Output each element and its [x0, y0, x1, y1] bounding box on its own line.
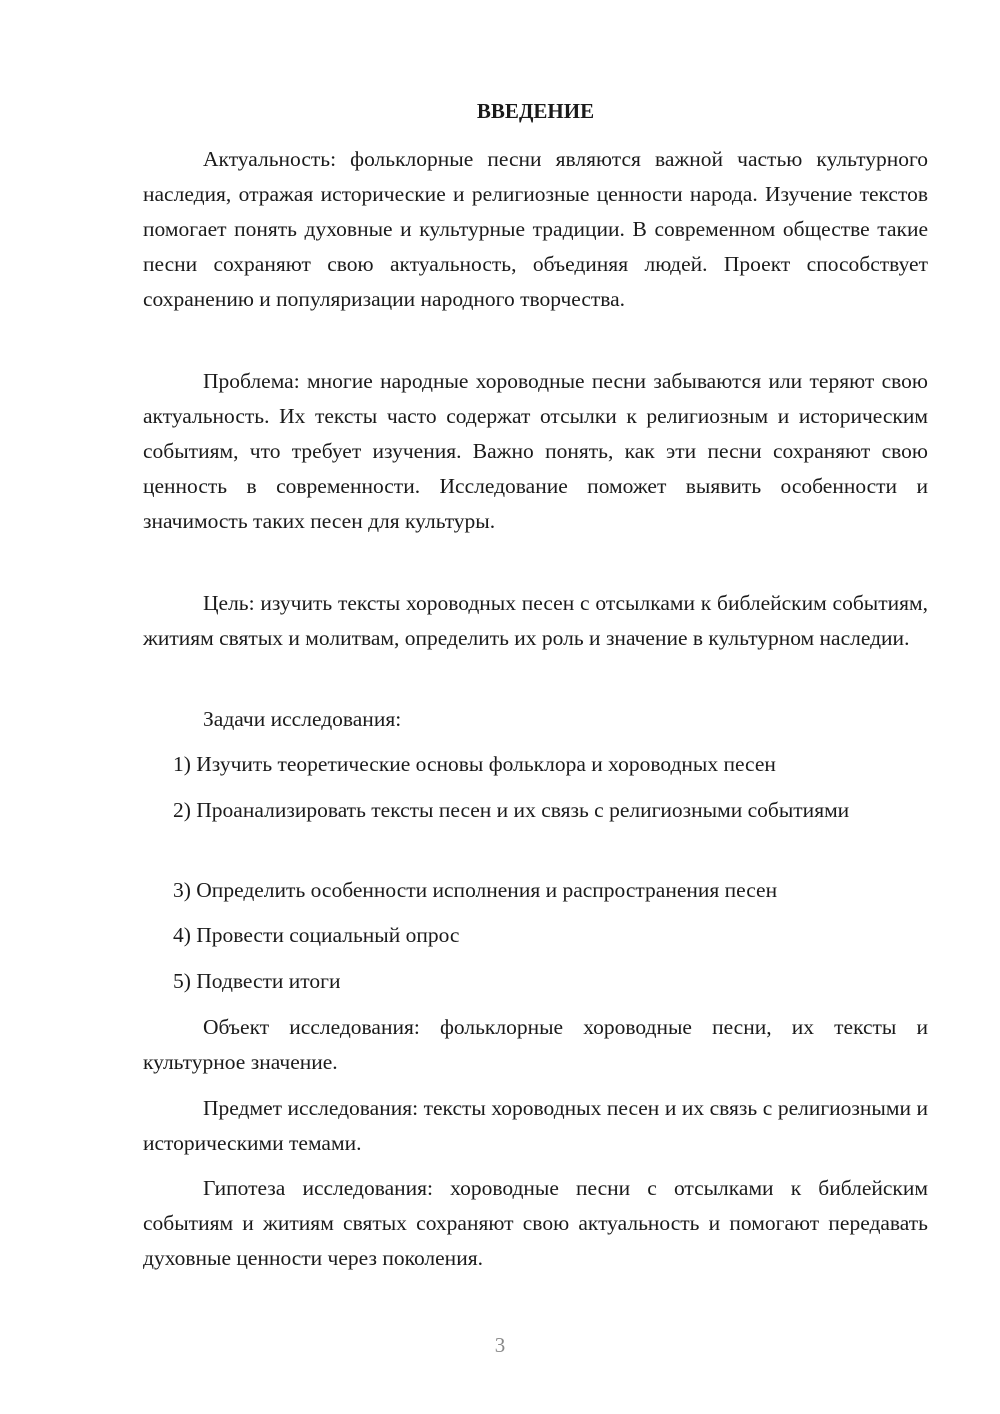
task-item-2: 2) Проанализировать тексты песен и их связь с религиозными событиями — [173, 798, 850, 822]
task-item-5: 5) Подвести итоги — [173, 969, 341, 993]
task-item-1: 1) Изучить теоретические основы фольклора и хороводных песен — [173, 752, 776, 776]
paragraph-subject: Предмет исследования: тексты хороводных песен и их связь с религиозными и историческими темами. — [143, 1096, 928, 1155]
paragraph-object: Объект исследования: фольклорные хороводные песни, их тексты и культурное значение. — [143, 1015, 928, 1074]
task-item-3: 3) Определить особенности исполнения и распространения песен — [173, 878, 778, 902]
tasks-heading: Задачи исследования: — [203, 707, 402, 731]
paragraph-goal: Цель: изучить тексты хороводных песен с отсылками к библейским событиям, житиям святых и молитвам, определить их роль и значение в культурном наследии. — [143, 591, 928, 650]
paragraph-relevance: Актуальность: фольклорные песни являются важной частью культурного наследия, отражая исторические и религиозные ценности народа. Изучение текстов помогает понять духовные и культурные традиции. В современном обществе такие песни сохраняют свою актуальность, объединяя людей. Проект способствует сохранению и популяризации народного творчества. — [143, 147, 928, 311]
page-number: 3 — [494, 1333, 506, 1357]
paragraph-hypothesis: Гипотеза исследования: хороводные песни с отсылками к библейским событиям и житиям святых сохраняют свою актуальность и помогают передавать духовные ценности через поколения. — [143, 1176, 928, 1270]
section-title: ВВЕДЕНИЕ — [476, 99, 595, 123]
task-item-4: 4) Провести социальный опрос — [173, 923, 460, 947]
paragraph-problem: Проблема: многие народные хороводные песни забываются или теряют свою актуальность. Их тексты часто содержат отсылки к религиозным и историческим событиям, что требует изучения. Важно понять, как эти песни сохраняют свою ценность в современности. Исследование поможет выявить особенности и значимость таких песен для культуры. — [143, 369, 928, 533]
